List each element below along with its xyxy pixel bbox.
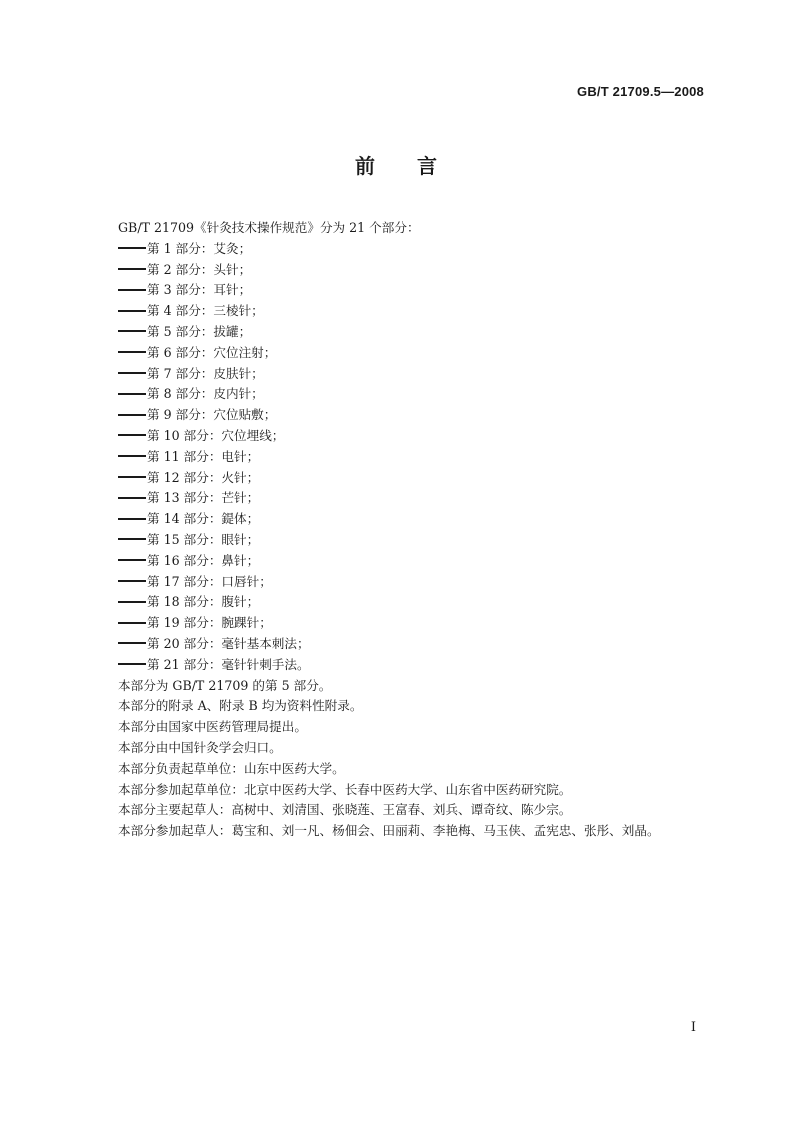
em-dash-marker xyxy=(118,247,146,249)
part-list-item xyxy=(118,509,698,530)
part-label: 第 6 部分：穴位注射； xyxy=(147,344,277,360)
part-list-item xyxy=(118,384,698,405)
part-label: 第 21 部分：毫针针刺手法。 xyxy=(147,656,310,672)
intro-line: GB/T 21709《针灸技术操作规范》分为 21 个部分： xyxy=(118,220,420,235)
em-dash-marker xyxy=(118,434,146,436)
part-list-item xyxy=(118,260,698,281)
part-list-item xyxy=(118,426,698,447)
part-list-item xyxy=(118,613,698,634)
part-list-item xyxy=(118,551,698,572)
statement-line: 本部分为 GB/T 21709 的第 5 部分。 xyxy=(118,677,332,693)
em-dash-marker xyxy=(118,518,146,520)
part-list-item xyxy=(118,530,698,551)
part-label: 第 18 部分：腹针； xyxy=(147,594,260,610)
em-dash-marker xyxy=(118,538,146,540)
part-list-item xyxy=(118,364,698,385)
part-label: 第 4 部分：三棱针； xyxy=(147,303,264,319)
part-label: 第 5 部分：拔罐； xyxy=(147,323,252,339)
part-list-item xyxy=(118,468,698,489)
part-list-item xyxy=(118,405,698,426)
em-dash-marker xyxy=(118,372,146,374)
statement-line: 本部分由国家中医药管理局提出。 xyxy=(118,719,307,735)
part-label: 第 12 部分：火针； xyxy=(147,469,260,485)
part-label: 第 11 部分：电针； xyxy=(147,448,260,464)
statement-line: 本部分主要起草人：高树中、刘清国、张晓莲、王富春、刘兵、谭奇纹、陈少宗。 xyxy=(118,802,572,818)
part-label: 第 9 部分：穴位贴敷； xyxy=(147,407,277,423)
document-body xyxy=(118,218,698,842)
part-list-item xyxy=(118,239,698,260)
page-title xyxy=(0,150,794,179)
part-list-item xyxy=(118,301,698,322)
part-label: 第 20 部分：毫针基本刺法； xyxy=(147,635,310,651)
em-dash-marker xyxy=(118,351,146,353)
em-dash-marker xyxy=(118,497,146,499)
part-list-item xyxy=(118,634,698,655)
statement-line: 本部分参加起草人：葛宝和、刘一凡、杨佃会、田丽莉、李艳梅、马玉侠、孟宪忠、张彤、刘晶。 xyxy=(118,823,660,839)
part-label: 第 17 部分：口唇针； xyxy=(147,573,272,589)
part-list-item xyxy=(118,488,698,509)
em-dash-marker xyxy=(118,663,146,665)
statements-list xyxy=(118,676,698,842)
em-dash-marker xyxy=(118,476,146,478)
em-dash-marker xyxy=(118,289,146,291)
part-list-item xyxy=(118,572,698,593)
em-dash-marker xyxy=(118,559,146,561)
part-label: 第 16 部分：鼻针； xyxy=(147,552,260,568)
part-label: 第 1 部分：艾灸； xyxy=(147,240,252,256)
page-number: I xyxy=(690,1020,696,1035)
part-label: 第 19 部分：腕踝针； xyxy=(147,615,272,631)
part-label: 第 10 部分：穴位埋线； xyxy=(147,427,285,443)
em-dash-marker xyxy=(118,601,146,603)
statement-line: 本部分的附录 A、附录 B 均为资料性附录。 xyxy=(118,698,363,714)
part-list-item xyxy=(118,322,698,343)
em-dash-marker xyxy=(118,268,146,270)
em-dash-marker xyxy=(118,414,146,416)
statement-line: 本部分负责起草单位：山东中医药大学。 xyxy=(118,760,345,776)
statement-line: 本部分由中国针灸学会归口。 xyxy=(118,739,282,755)
title-char-2: 言 xyxy=(417,154,439,178)
part-label: 第 13 部分：芒针； xyxy=(147,490,260,506)
em-dash-marker xyxy=(118,642,146,644)
part-label: 第 15 部分：眼针； xyxy=(147,531,260,547)
statement-line: 本部分参加起草单位：北京中医药大学、长春中医药大学、山东省中医药研究院。 xyxy=(118,781,572,797)
em-dash-marker xyxy=(118,393,146,395)
em-dash-marker xyxy=(118,580,146,582)
part-list-item xyxy=(118,447,698,468)
part-label: 第 8 部分：皮内针； xyxy=(147,386,264,402)
em-dash-marker xyxy=(118,455,146,457)
em-dash-marker xyxy=(118,310,146,312)
part-list-item xyxy=(118,280,698,301)
part-label: 第 7 部分：皮肤针； xyxy=(147,365,264,381)
title-char-1: 前 xyxy=(355,154,377,178)
part-list-item xyxy=(118,655,698,676)
part-label: 第 3 部分：耳针； xyxy=(147,282,252,298)
em-dash-marker xyxy=(118,330,146,332)
part-list-item xyxy=(118,343,698,364)
part-list-item xyxy=(118,592,698,613)
part-label: 第 2 部分：头针； xyxy=(147,261,252,277)
parts-list xyxy=(118,239,698,676)
em-dash-marker xyxy=(118,622,146,624)
part-label: 第 14 部分：鍉体； xyxy=(147,511,260,527)
standard-code: GB/T 21709.5—2008 xyxy=(577,84,704,99)
